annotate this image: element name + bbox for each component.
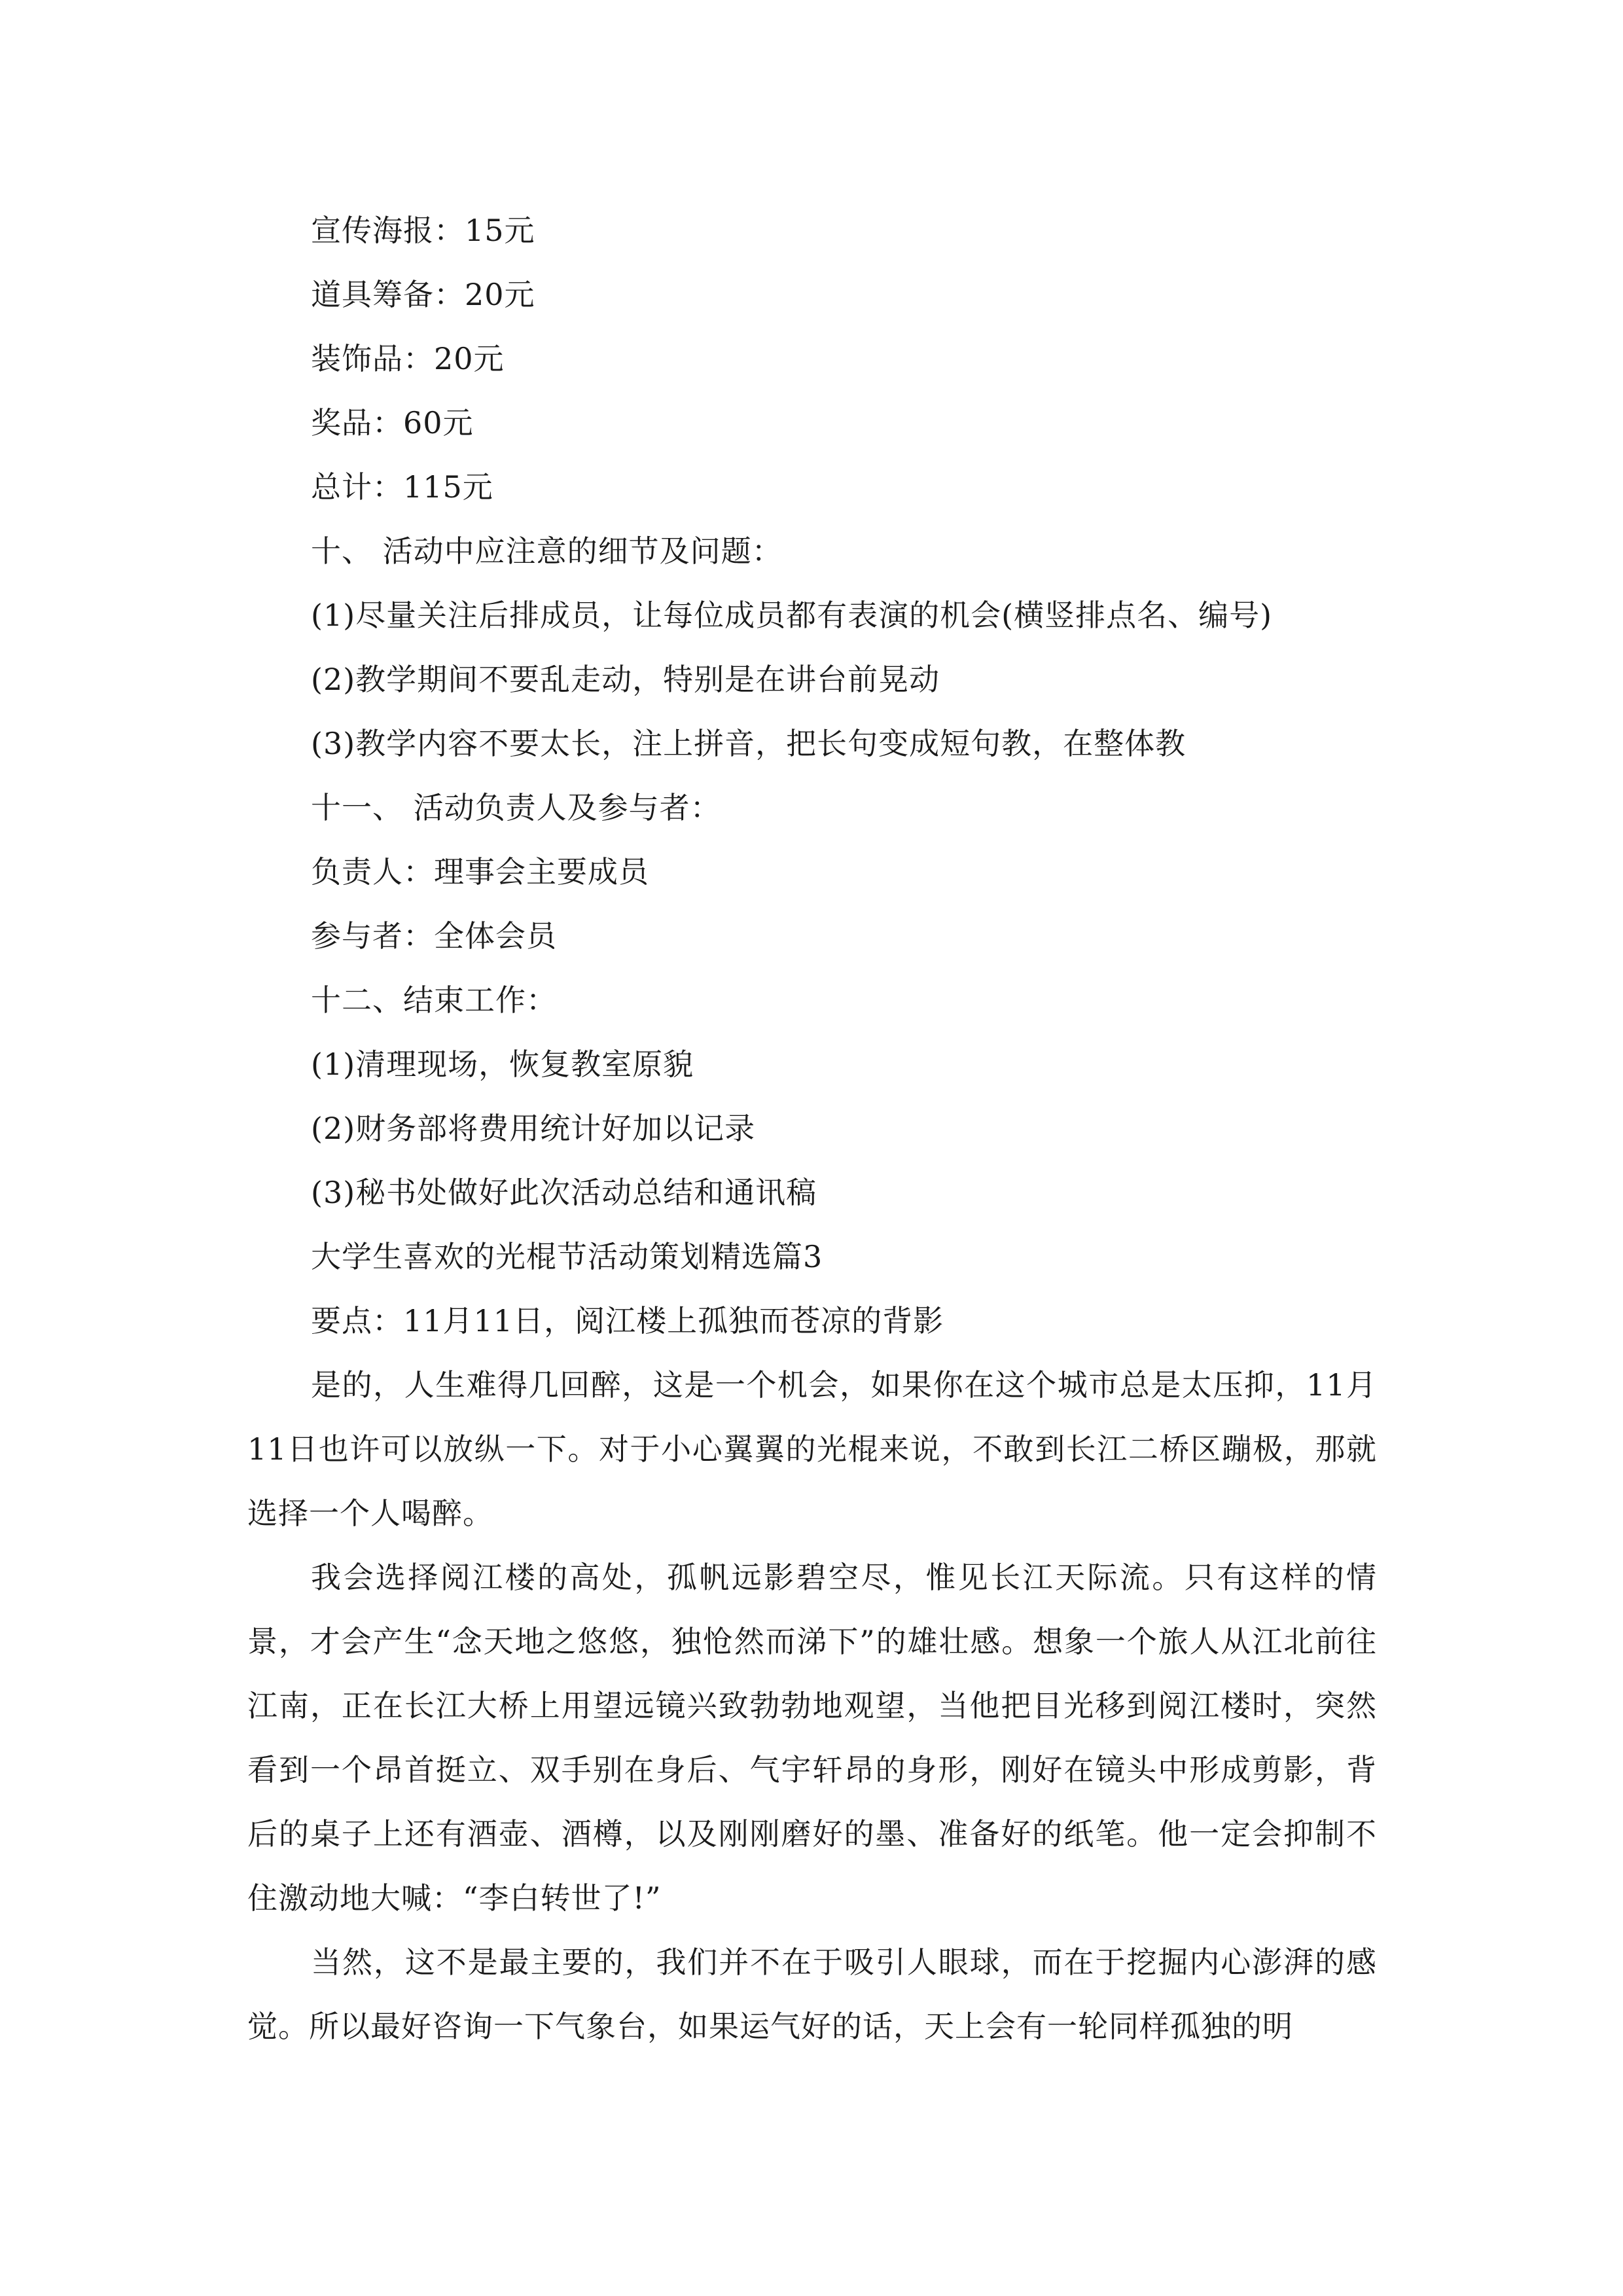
closing-item-1: (1)清理现场，恢复教室原貌 <box>311 1047 694 1082</box>
budget-props-line: 道具筹备：20元 <box>311 277 535 312</box>
budget-prizes-line: 奖品：60元 <box>311 405 474 440</box>
budget-poster-line: 宣传海报：15元 <box>311 213 535 248</box>
body-paragraph-3: 当然，这不是最主要的，我们并不在于吸引人眼球，而在于挖掘内心澎湃的感觉。所以最好咨询一下气象台，如果运气好的话，天上会有一轮同样孤独的明 <box>247 1945 1377 2044</box>
budget-decor-line: 装饰品：20元 <box>311 341 505 376</box>
responsible-line: 负责人：理事会主要成员 <box>311 854 649 889</box>
article-title: 大学生喜欢的光棍节活动策划精选篇3 <box>311 1239 823 1274</box>
closing-item-3: (3)秘书处做好此次活动总结和通讯稿 <box>311 1175 817 1210</box>
notice-item-3: (3)教学内容不要太长，注上拼音，把长句变成短句教，在整体教 <box>311 726 1186 761</box>
budget-total-line: 总计：115元 <box>311 469 493 505</box>
notice-item-1: (1)尽量关注后排成员，让每位成员都有表演的机会(横竖排点名、编号) <box>311 598 1273 633</box>
body-paragraph-2: 我会选择阅江楼的高处，孤帆远影碧空尽，惟见长江天际流。只有这样的情景，才会产生“念天地之悠悠，独怆然而涕下”的雄壮感。想象一个旅人从江北前往江南，正在长江大桥上用望远镜兴致勃勃地观望，当他把目光移到阅江楼时，突然看到一个昂首挺立、双手别在身后、气宇轩昂的身形，刚好在镜头中形成剪影，背后的桌子上还有酒壶、酒樽，以及刚刚磨好的墨、准备好的纸笔。他一定会抑制不住激动地大喊：“李白转世了!” <box>247 1560 1377 1916</box>
section-heading-12: 十二、结束工作： <box>311 982 557 1018</box>
section-heading-10: 十、 活动中应注意的细节及问题： <box>311 533 783 569</box>
participants-line: 参与者：全体会员 <box>311 918 557 954</box>
body-paragraph-1: 是的，人生难得几回醉，这是一个机会，如果你在这个城市总是太压抑，11月11日也许可以放纵一下。对于小心翼翼的光棍来说，不敢到长江二桥区蹦极，那就选择一个人喝醉。 <box>247 1367 1377 1531</box>
section-heading-11: 十一、 活动负责人及参与者： <box>311 790 721 825</box>
notice-item-2: (2)教学期间不要乱走动，特别是在讲台前晃动 <box>311 662 940 697</box>
closing-item-2: (2)财务部将费用统计好加以记录 <box>311 1111 756 1146</box>
article-keypoint: 要点：11月11日，阅江楼上孤独而苍凉的背影 <box>311 1303 944 1338</box>
